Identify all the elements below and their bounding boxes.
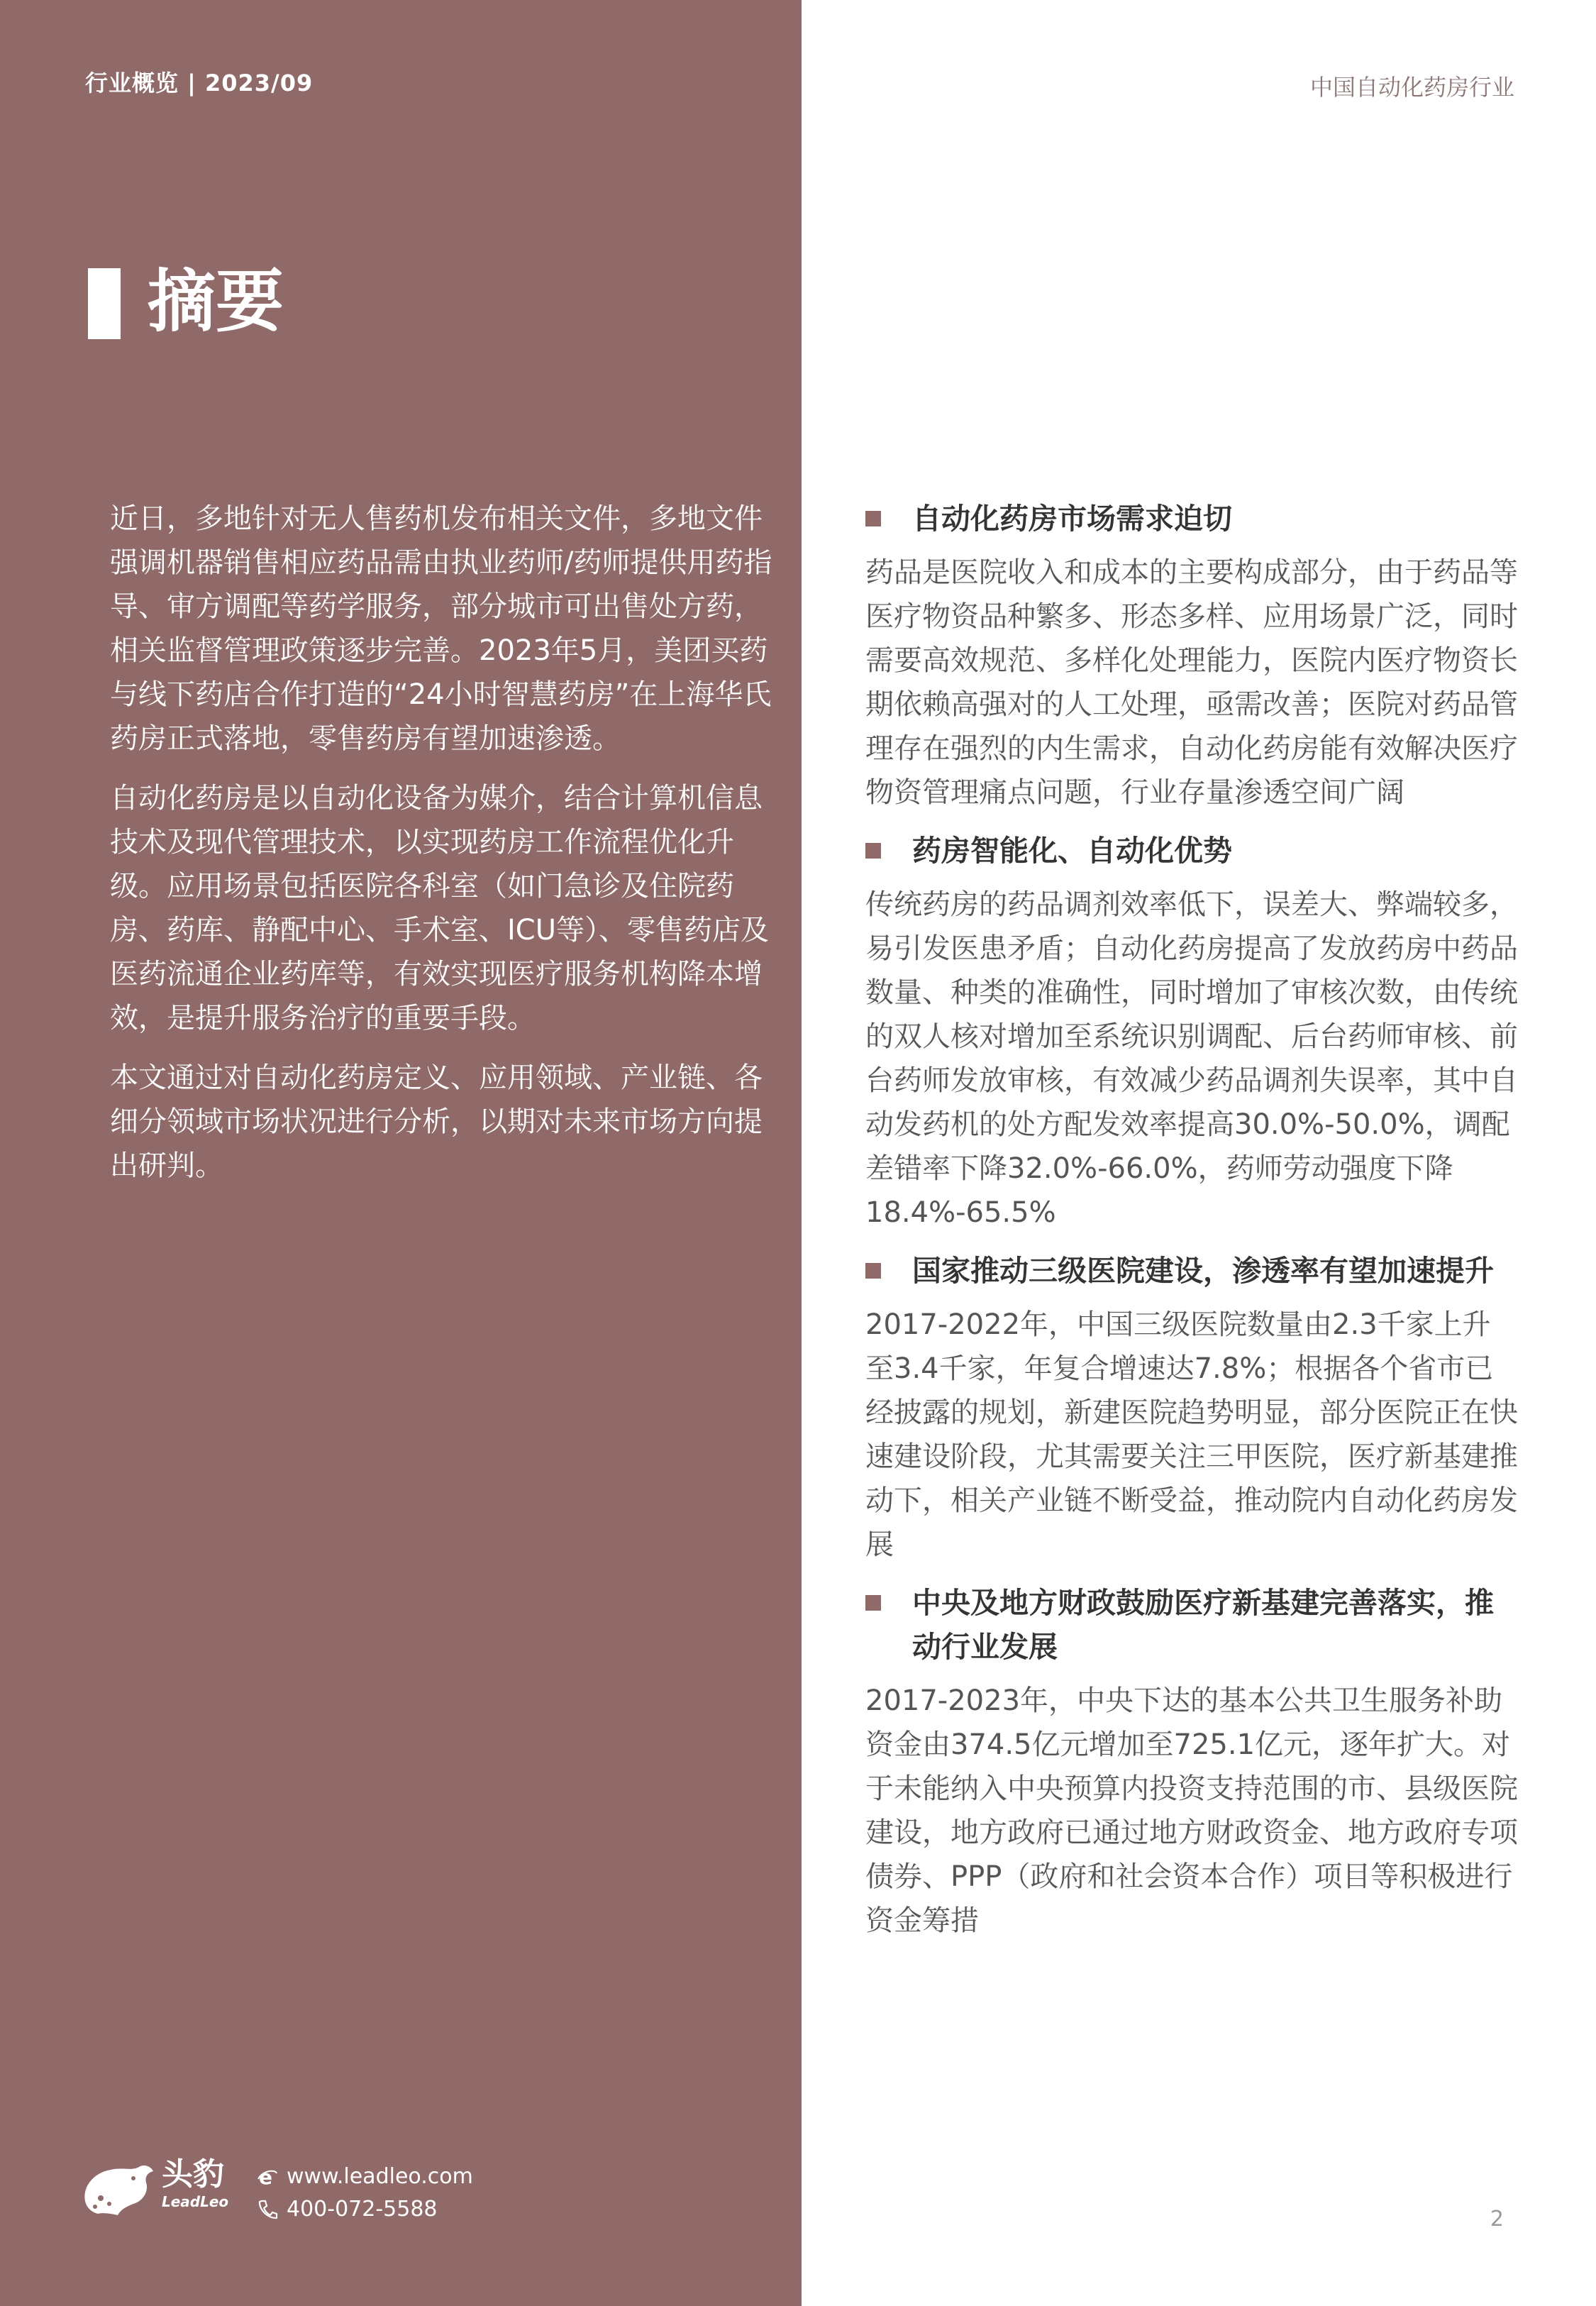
report-name: 中国自动化药房行业 <box>1309 74 1514 101</box>
phone-number: 400-072-5588 <box>287 2197 438 2222</box>
section-body: 传统药房的药品调剂效率低下，误差大、弊端较多，易引发医患矛盾；自动化药房提高了发放药房中药品数量、种类的准确性，同时增加了审核次数，由传统的双人核对增加至系统识别调配、后台药师审核、前台药师发放审核，有效减少药品调剂失误率，其中自动发药机的处方配发效率提高30.0%-50.0%，调配差错率下降32.0%-66.0%，药师劳动强度下降18.4%-65.5% <box>865 888 1518 1229</box>
section-body: 2017-2023年，中央下达的基本公共卫生服务补助资金由374.5亿元增加至725.1亿元，逐年扩大。对于未能纳入中央预算内投资支持范围的市、县级医院建设，地方政府已通过地方财政资金、地方政府专项债券、PPP（政府和社会资本合作）项目等积极进行资金筹措 <box>865 1684 1518 1937</box>
section-body: 药品是医院收入和成本的主要构成部分，由于药品等医疗物资品种繁多、形态多样、应用场景广泛，同时需要高效规范、多样化处理能力，医院内医疗物资长期依赖高强对的人工处理，亟需改善；医院对药品管理存在强烈的内生需求，自动化药房能有效解决医疗物资管理痛点问题，行业存量渗透空间广阔 <box>865 556 1518 809</box>
summary-intro <box>110 497 777 1203</box>
section-title: 药房智能化、自动化优势 <box>912 834 1232 868</box>
key-point-section <box>865 1581 1518 1943</box>
intro-paragraph: 本文通过对自动化药房定义、应用领域、产业链、各细分领域市场状况进行分析，以期对未来市场方向提出研判。 <box>110 1061 763 1182</box>
phone-icon <box>255 2197 279 2222</box>
web-e-icon <box>255 2165 279 2189</box>
brand-name-en: LeadLeo <box>162 2193 229 2210</box>
square-bullet-icon <box>865 511 881 526</box>
title-accent-bar <box>88 268 121 339</box>
page-number: 2 <box>1490 2207 1504 2231</box>
website-link[interactable]: www.leadleo.com <box>287 2164 473 2189</box>
section-title: 中央及地方财政鼓励医疗新基建完善落实，推动行业发展 <box>912 1586 1494 1664</box>
key-point-section <box>865 829 1518 1235</box>
report-type-date: 行业概览 | 2023/09 <box>85 70 314 96</box>
square-bullet-icon <box>865 1263 881 1279</box>
page-title: 摘要 <box>148 262 284 341</box>
svg-text:e: e <box>259 2166 272 2188</box>
contact-info <box>255 2161 473 2226</box>
section-body: 2017-2022年，中国三级医院数量由2.3千家上升至3.4千家，年复合增速达7.8%；根据各个省市已经披露的规划，新建医院趋势明显，部分医院正在快速建设阶段，尤其需要关注三甲医院，医疗新基建推动下，相关产业链不断受益，推动院内自动化药房发展 <box>865 1308 1518 1561</box>
brand-logo-text <box>162 2157 228 2211</box>
section-title: 国家推动三级医院建设，渗透率有望加速提升 <box>912 1254 1494 1288</box>
key-points <box>865 497 1518 1957</box>
key-point-section <box>865 497 1518 815</box>
square-bullet-icon <box>865 1595 881 1611</box>
brand-name-cn: 头豹 <box>162 2156 224 2192</box>
square-bullet-icon <box>865 843 881 859</box>
leopard-logo-icon <box>79 2157 157 2221</box>
intro-paragraph: 自动化药房是以自动化设备为媒介，结合计算机信息技术及现代管理技术，以实现药房工作流程优化升级。应用场景包括医院各科室（如门急诊及住院药房、药库、静配中心、手术室、ICU等）、零售药店及医药流通企业药库等，有效实现医疗服务机构降本增效，是提升服务治疗的重要手段。 <box>110 782 770 1035</box>
section-title: 自动化药房市场需求迫切 <box>912 502 1232 536</box>
key-point-section <box>865 1249 1518 1567</box>
intro-paragraph: 近日，多地针对无人售药机发布相关文件，多地文件强调机器销售相应药品需由执业药师/药师提供用药指导、审方调配等药学服务，部分城市可出售处方药，相关监督管理政策逐步完善。2023年5月，美团买药与线下药店合作打造的“24小时智慧药房”在上海华氏药房正式落地，零售药房有望加速渗透。 <box>110 502 772 755</box>
